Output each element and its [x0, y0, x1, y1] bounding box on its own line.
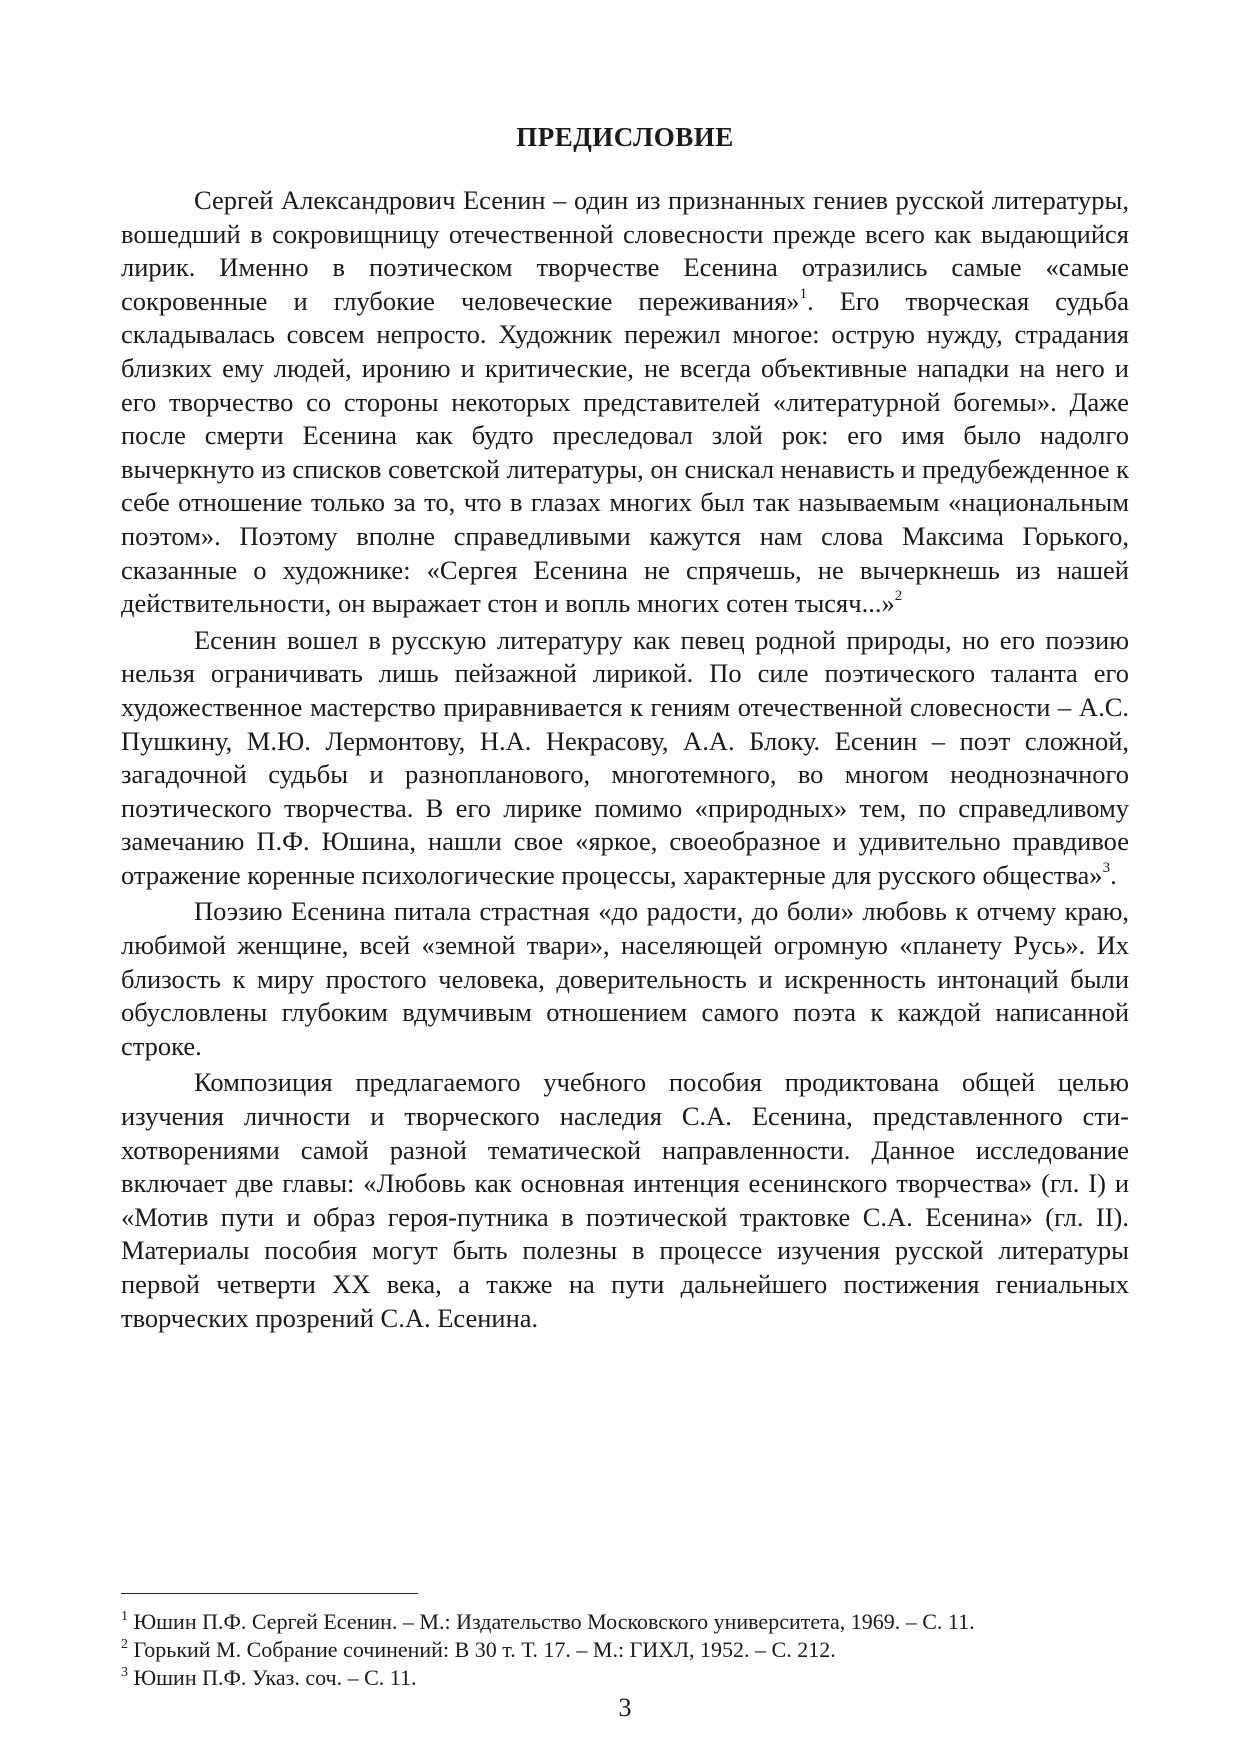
footnote-text: Юшин П.Ф. Указ. соч. – С. 11. [128, 1665, 417, 1690]
paragraph-3 [121, 895, 1129, 1063]
footnote-ref-1[interactable]: 1 [799, 285, 808, 302]
footnote-3 [121, 1664, 1129, 1692]
document-page [121, 0, 1129, 1754]
paragraph-text: Поэзию Есенина питала страстная «до радости, до боли» любовь к отчему краю, любимой женщине, всей «земной твари», населяющей огромную «планету Русь». Их близость к миру простого человека, доверительность и искренность интонаций были обусловлены глубоким вдумчивым отношением самого поэта к каждой написанной строке. [121, 896, 1129, 1061]
paragraph-text: Композиция предлагаемого учебного пособия продиктована общей целью изучения личности и творческого наследия С.А. Есенина, представленного стихотворениями самой разной тематической направленности. Данное исследование включает две главы: «Любовь как основная интенция есенинского творчества» (гл. I) и «Мотив пути и образ героя-путника в поэтической трактовке С.А. Есенина» (гл. II). Материалы пособия могут быть полезны в процессе изучения русской литературы первой четверти XX века, а также на пути дальнейшего постижения гениальных творческих прозрений С.А. Есенина. [121, 1067, 1129, 1333]
paragraph-4 [121, 1066, 1129, 1335]
paragraph-text: . Его творческая судьба складывалась совсем непросто. Художник пережил многое: острую нужду, страдания близких ему людей, иронию и критические, не всегда объективные нападки на него и его творчество со стороны некоторых представителей «литературной богемы». Даже после смерти Есенина как будто преследовал злой рок: его имя было надолго вычеркнуто из списков советской литературы, он снискал ненависть и предубежденное к себе отношение только за то, что в глазах многих был так называемым «национальным поэтом». Поэтому вполне справедливыми кажутся нам слова Максима Горького, сказанные о художнике: «Сергея Есенина не спрячешь, не вычеркнешь из нашей действительности, он выражает стон и вопль многих сотен тысяч...» [121, 285, 1129, 619]
footnote-number: 3 [121, 1665, 128, 1680]
page-number: 3 [618, 1693, 632, 1722]
paragraph-2 [121, 624, 1129, 893]
footnote-text: Юшин П.Ф. Сергей Есенин. – М.: Издательство Московского университета, 1969. – С. 11. [128, 1609, 975, 1634]
footnote-text: Горький М. Собрание сочинений: В 30 т. Т. 17. – М.: ГИХЛ, 1952. – С. 212. [128, 1637, 836, 1662]
paragraph-text: Есенин вошел в русскую литературу как певец родной природы, но его поэзию нельзя ограничивать лишь пейзажной лирикой. По силе поэтического таланта его художественное мастерство приравнивается к гениям отечественной словесности – А.С. Пушкину, М.Ю. Лермонтову, Н.А. Некрасову, А.А. Блоку. Есенин – поэт сложной, загадочной судьбы и разнопланового, многотемного, во многом неоднозначного поэтического творчества. В его лирике помимо «природных» тем, по справедливому замечанию П.Ф. Юшина, нашли свое «яркое, своеобразное и удивительно правдивое отражение коренные психологические процессы, характерные для русского общества» [121, 624, 1129, 890]
footnote-2 [121, 1636, 1129, 1664]
footnote-ref-2[interactable]: 2 [894, 588, 903, 605]
footnote-separator [121, 1593, 418, 1594]
page-title: ПРЕДИСЛОВИЕ [516, 122, 734, 152]
body-text [121, 184, 1129, 1335]
paragraph-text: . [1110, 859, 1117, 890]
footnote-ref-3[interactable]: 3 [1102, 859, 1111, 876]
footnotes [121, 1608, 1129, 1692]
paragraph-1 [121, 184, 1129, 621]
paragraph-text: Сергей Александрович Есенин – один из признанных гениев русской литературы, вошедший в сокровищницу отечественной словесности прежде всего как выдающийся лирик. Именно в поэтическом творчестве Есенина отразились самые «самые сокровенные и глубокие человеческие переживания» [121, 185, 1129, 316]
footnote-number: 1 [121, 1609, 128, 1624]
footnote-1 [121, 1608, 1129, 1636]
footnote-number: 2 [121, 1637, 128, 1652]
